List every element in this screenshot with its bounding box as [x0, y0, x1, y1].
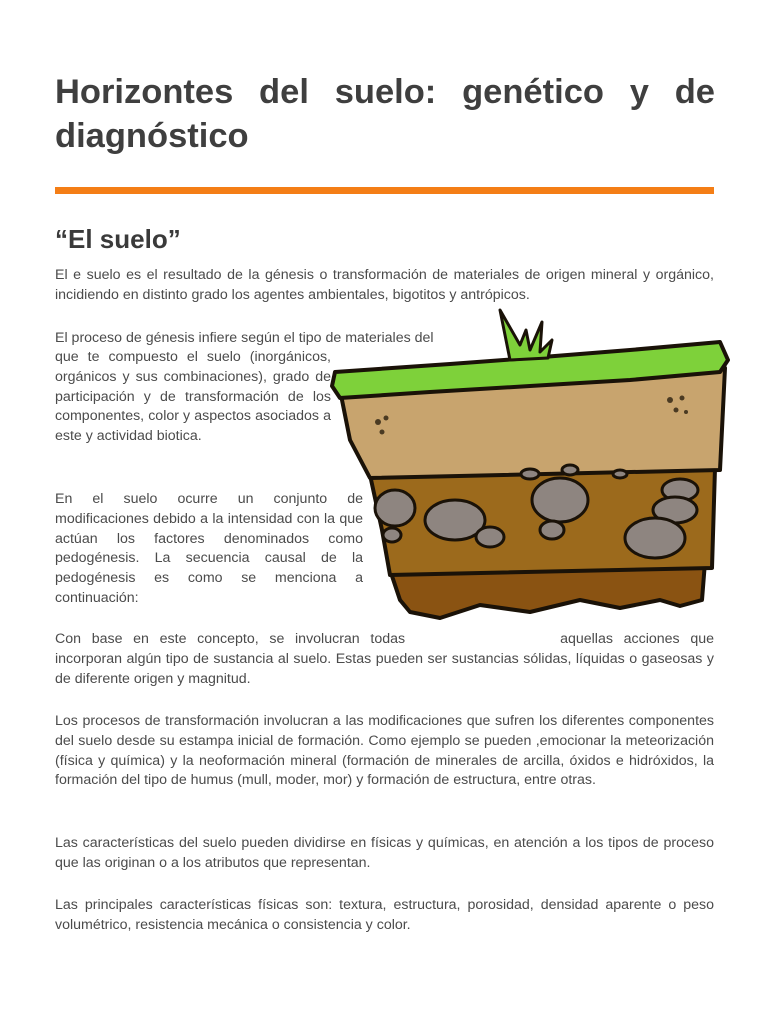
paragraph-characteristics: Las características del suelo pueden dividirse en físicas y químicas, en atención a los tipos de proceso que las originan o a los atributos que representan. [55, 835, 714, 871]
grass-tuft [500, 310, 552, 360]
paragraph-additions [55, 630, 714, 689]
soil-profile-illustration [330, 300, 730, 630]
paragraph-definition: El e suelo es el resultado de la génesis o transformación de materiales de origen mineral y orgánico, incidiendo en distinto grado los agentes ambientales, bigotitos y antrópicos. [55, 267, 714, 303]
title-divider [55, 187, 714, 194]
section-heading: “El suelo” [55, 224, 181, 254]
paragraph-additions-start: Con base en este concepto, se involucran todas [55, 631, 406, 647]
paragraph-physical-characteristics: Las principales características físicas son: textura, estructura, porosidad, densidad aparente o peso volumétrico, resistencia mecánica o consistencia y color. [55, 897, 714, 933]
paragraph-genesis-first-line: El proceso de génesis infiere según el tipo de materiales del [55, 330, 434, 346]
document-title: Horizontes del suelo: genético y de diagnóstico [55, 73, 715, 155]
paragraph-transformations: Los procesos de transformación involucran a las modificaciones que sufren los diferentes componentes del suelo desde su estampa inicial de formación. Como ejemplo se pueden ,emocionar la meteorización (física y química) y la neoformación mineral (formación de minerales de arcilla, óxidos e hidróxidos, la formación del tipo de humus (mull, moder, mor) y formación de estructura, entre otras. [55, 713, 714, 789]
paragraph-pedogenesis: En el suelo ocurre un conjunto de modificaciones debido a la intensidad con la que actúan los factores denominados como pedogénesis. La secuencia causal de la pedogénesis es como se menciona a continuación: [55, 491, 363, 606]
paragraph-genesis: que te compuesto el suelo (inorgánicos, orgánicos y sus combinaciones), grado de participación y de transformación de los componentes, color y aspectos asociados a este y actividad biotica. [55, 349, 331, 445]
paragraph-additions-end: aquellas acciones que incorporan algún tipo de sustancia al suelo. Estas pueden ser sustancias sólidas, líquidas o gaseosas y de diferente origen y magnitud. [55, 631, 714, 687]
